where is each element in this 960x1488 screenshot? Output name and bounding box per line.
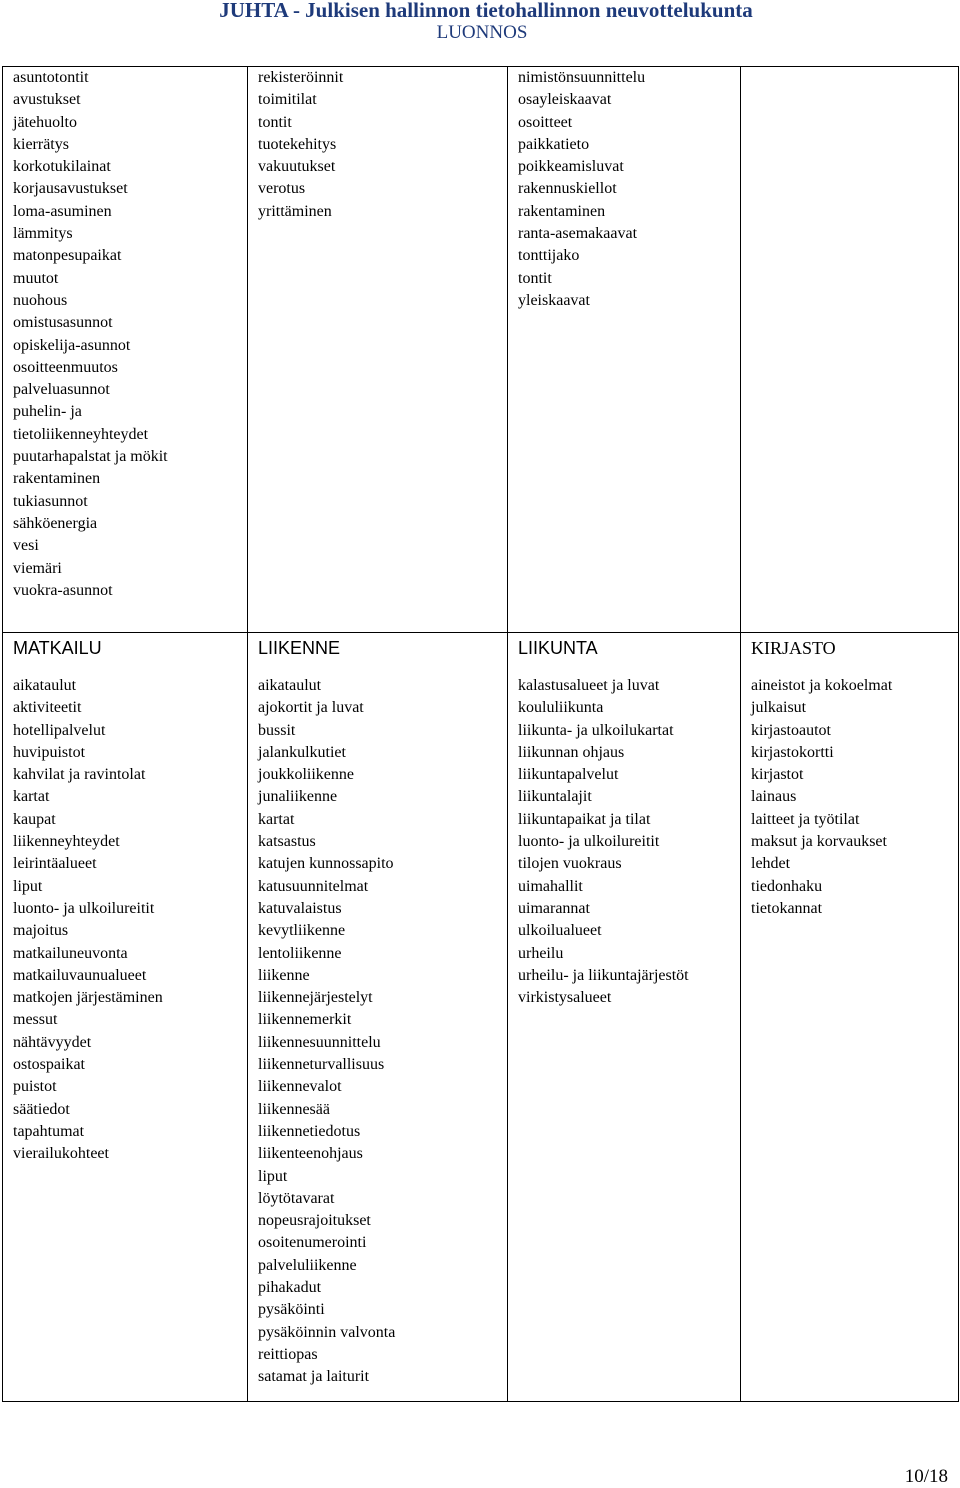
list-item: aktiviteetit [13,699,82,717]
list-item: lehdet [751,855,791,873]
list-item: urheilu [518,944,564,962]
list-item: liikennesuunnittelu [258,1033,381,1051]
list-item: puhelin- ja [13,403,82,421]
list-item: uimahallit [518,877,583,895]
list-item: vierailukohteet [13,1145,109,1163]
list-item: vesi [13,537,39,555]
list-item: liput [13,877,43,895]
list-item: bussit [258,721,296,739]
list-item: muutot [13,269,59,287]
list-item: aikataulut [13,677,77,694]
cell-business [248,67,508,633]
list-item: liikenteenohjaus [258,1145,363,1163]
list-item: liikenneyhteydet [13,833,120,851]
list-item: liikennejärjestelyt [258,989,373,1007]
list-item: tukiasunnot [13,492,88,510]
list-item: kevytliikenne [258,922,346,940]
list-item: katuvalaistus [258,899,342,917]
list-item: avustukset [13,91,81,109]
list-item: katujen kunnossapito [258,855,394,873]
list-item: viemäri [13,559,62,577]
page-number: 10/18 [904,1466,948,1487]
list-item: asuntotontit [13,69,89,86]
list-item: kalastusalueet ja luvat [518,677,660,694]
list-item: messut [13,1011,58,1029]
list-item: luonto- ja ulkoilureitit [13,899,155,917]
list-item: kaupat [13,810,56,828]
list-item: liikunnan ohjaus [518,743,625,761]
cell-empty [741,67,959,633]
list-item: katusuunnitelmat [258,877,369,895]
list-item: opiskelija-asunnot [13,336,131,354]
section-heading-liikenne: LIIKENNE [258,638,341,658]
list-item: puistot [13,1078,57,1096]
list-item: tiedonhaku [751,877,823,895]
list-item: ajokortit ja luvat [258,699,364,717]
section-heading-matkailu: MATKAILU [13,638,102,658]
cell-matkailu [3,633,248,1402]
list-item: matkojen järjestäminen [13,989,163,1007]
list-item: kirjastokortti [751,743,834,761]
list-item: lentoliikenne [258,944,342,962]
list-item: liikennevalot [258,1078,342,1096]
list-item: liikuntapalvelut [518,766,619,784]
list-item: liikuntapaikat ja tilat [518,810,651,828]
list-item: laitteet ja työtilat [751,810,860,828]
list-item: kierrätys [13,135,69,153]
list-item: matkailuvaunualueet [13,966,147,984]
list-item: koululiikunta [518,699,604,717]
list-item: poikkeamisluvat [518,158,624,176]
list-item: tietoliikenneyhteydet [13,425,149,443]
list-item: puutarhapalstat ja mökit [13,448,168,466]
list-item: maksut ja korvaukset [751,833,887,851]
list-item: omistusasunnot [13,314,113,332]
list-item: palveluasunnot [13,381,110,399]
list-item: nähtävyydet [13,1033,92,1051]
list-item: verotus [258,180,306,198]
list-item: jalankulkutiet [258,743,346,761]
list-item: hotellipalvelut [13,721,106,739]
topic-list [258,675,507,1389]
list-item: osayleiskaavat [518,91,612,109]
list-item: rakentaminen [518,202,606,220]
list-item: ostospaikat [13,1056,85,1074]
list-item: liikuntalajit [518,788,592,806]
cell-kirjasto [741,633,959,1402]
list-item: jätehuolto [13,113,77,131]
list-item: joukkoliikenne [258,766,354,784]
list-item: pysäköinti [258,1301,325,1319]
list-item: pihakadut [258,1279,322,1297]
list-item: tontit [518,269,552,287]
list-item: lainaus [751,788,797,806]
section-heading-kirjasto: KIRJASTO [751,638,836,658]
list-item: sähköenergia [13,514,98,532]
list-item: nuohous [13,291,68,309]
topic-list [13,675,247,1166]
list-item: luonto- ja ulkoilureitit [518,833,660,851]
list-item: ulkoilualueet [518,922,602,940]
list-item: palveluliikenne [258,1256,357,1274]
list-item: liikenne [258,966,310,984]
list-item: vuokra-asunnot [13,581,113,599]
table-row [3,67,959,633]
list-item: kahvilat ja ravintolat [13,766,146,784]
topic-list [258,67,507,223]
list-item: tuotekehitys [258,135,337,153]
list-item: osoitteenmuutos [13,358,118,376]
list-item: osoitteet [518,113,573,131]
list-item: rekisteröinnit [258,69,344,86]
list-item: rakentaminen [13,470,101,488]
list-item: kirjastot [751,766,804,784]
list-item: liikennesää [258,1100,330,1118]
list-item: leirintäalueet [13,855,97,873]
cell-housing [3,67,248,633]
list-item: tapahtumat [13,1122,85,1140]
list-item: lämmitys [13,225,73,243]
list-item: katsastus [258,833,316,851]
list-item: tilojen vuokraus [518,855,622,873]
topic-list [518,675,740,1009]
list-item: yrittäminen [258,202,332,220]
list-item: pysäköinnin valvonta [258,1323,396,1341]
list-item: liikennemerkit [258,1011,352,1029]
topic-list [518,67,740,312]
topic-list [13,67,247,602]
list-item: osoitenumerointi [258,1234,367,1252]
list-item: korjausavustukset [13,180,128,198]
list-item: kartat [13,788,50,806]
cell-liikunta [508,633,741,1402]
list-item: nopeusrajoitukset [258,1212,371,1230]
table-row [3,633,959,1402]
document-header-title: JUHTA - Julkisen hallinnon tietohallinnon neuvottelukunta [219,0,753,22]
list-item: vakuutukset [258,158,336,176]
list-item: tietokannat [751,899,823,917]
list-item: liikunta- ja ulkoilukartat [518,721,674,739]
list-item: matonpesupaikat [13,247,122,265]
list-item: majoitus [13,922,69,940]
list-item: toimitilat [258,91,317,109]
list-item: yleiskaavat [518,291,590,309]
list-item: liput [258,1167,288,1185]
list-item: urheilu- ja liikuntajärjestöt [518,966,689,984]
list-item: tontit [258,113,292,131]
list-item: huvipuistot [13,743,86,761]
list-item: junaliikenne [258,788,338,806]
list-item: reittiopas [258,1345,318,1363]
cell-planning [508,67,741,633]
list-item: tonttijako [518,247,580,265]
list-item: rakennuskiellot [518,180,617,198]
list-item: loma-asuminen [13,202,112,220]
topic-list [751,675,958,920]
list-item: paikkatieto [518,135,590,153]
cell-liikenne [248,633,508,1402]
list-item: liikennetiedotus [258,1122,361,1140]
list-item: korkotukilainat [13,158,111,176]
list-item: kartat [258,810,295,828]
list-item: julkaisut [751,699,807,717]
list-item: nimistönsuunnittelu [518,69,646,86]
list-item: uimarannat [518,899,590,917]
list-item: löytötavarat [258,1189,335,1207]
list-item: virkistysalueet [518,989,612,1007]
list-item: ranta-asemakaavat [518,225,638,243]
list-item: matkailuneuvonta [13,944,128,962]
list-item: aineistot ja kokoelmat [751,677,893,694]
section-heading-liikunta: LIIKUNTA [518,638,598,658]
document-header-subtitle: LUONNOS [436,22,528,43]
topic-table [2,66,959,1402]
list-item: kirjastoautot [751,721,831,739]
list-item: liikenneturvallisuus [258,1056,385,1074]
list-item: säätiedot [13,1100,70,1118]
list-item: satamat ja laiturit [258,1368,370,1386]
list-item: aikataulut [258,677,322,694]
